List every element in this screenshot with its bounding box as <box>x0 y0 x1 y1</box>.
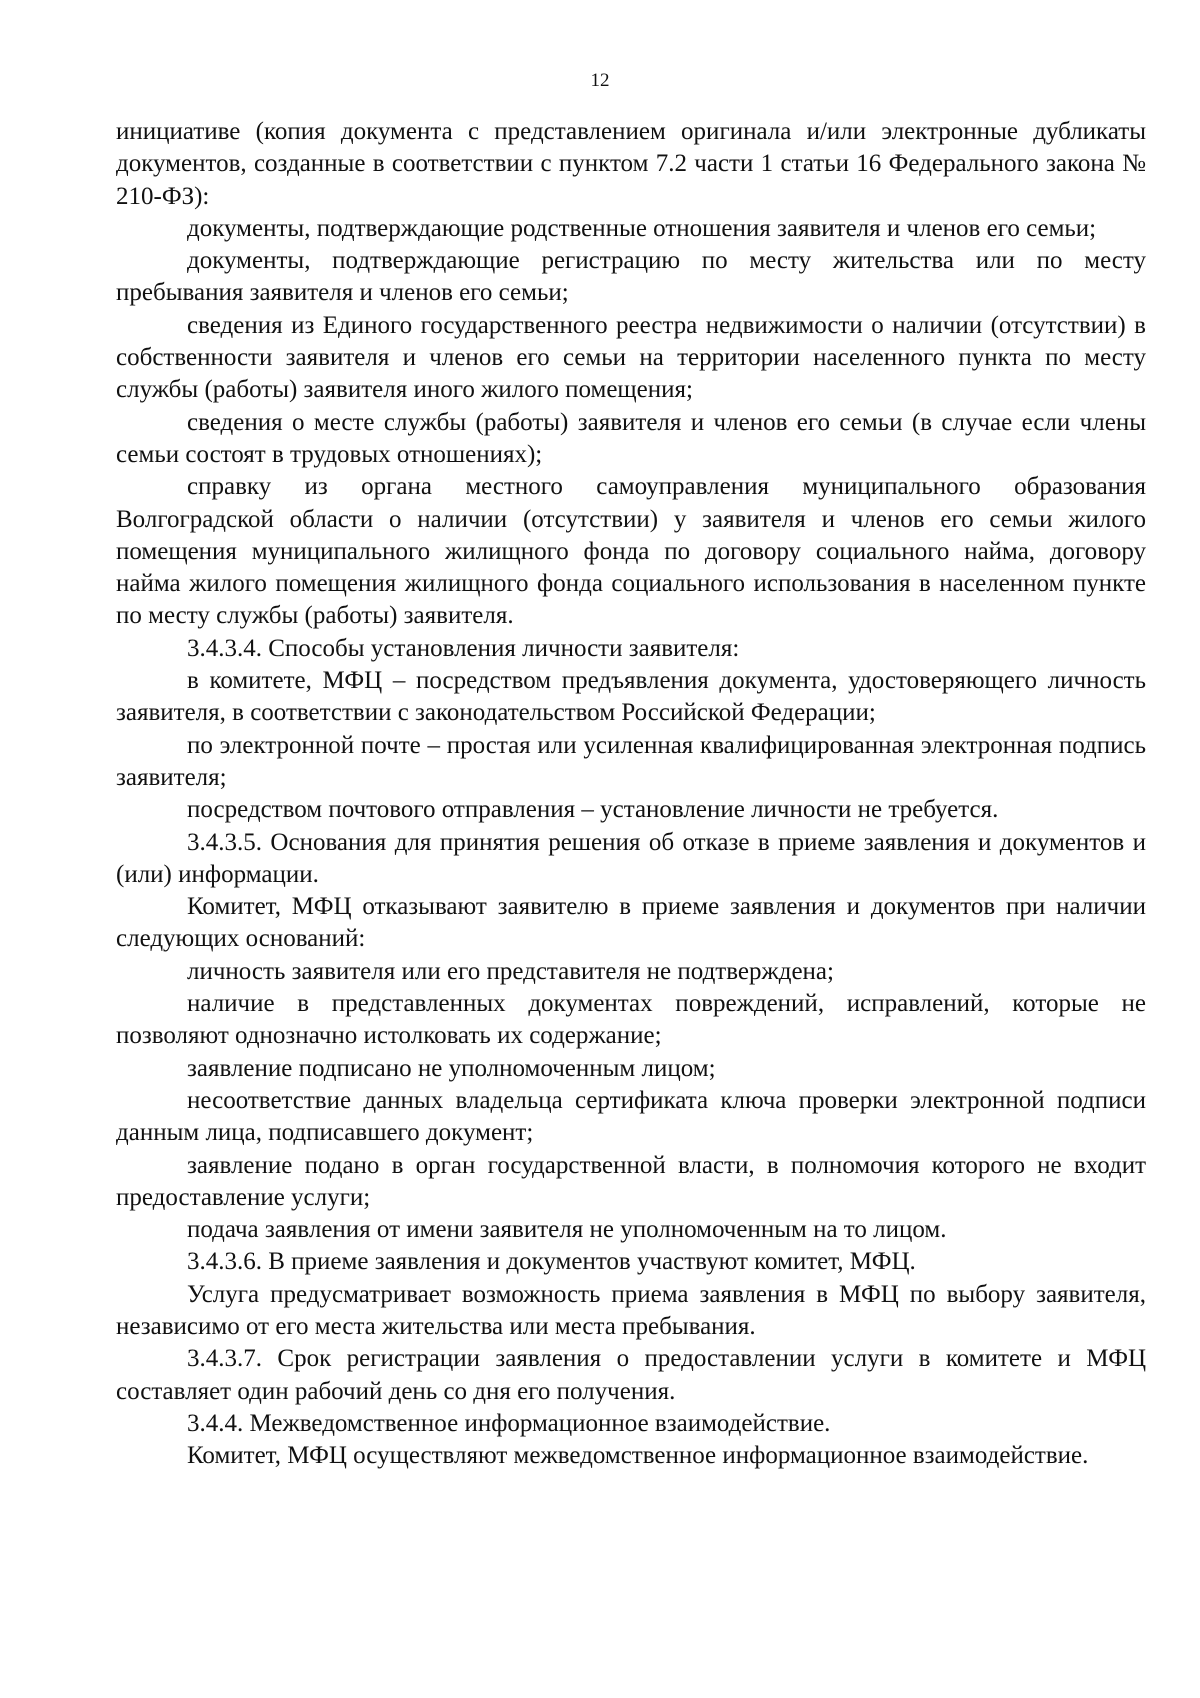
paragraph: несоответствие данных владельца сертификата ключа проверки электронной подписи данным лица, подписавшего документ; <box>116 1086 1146 1147</box>
paragraph: Комитет, МФЦ отказывают заявителю в приеме заявления и документов при наличии следующих оснований: <box>116 893 1146 953</box>
paragraph: посредством почтового отправления – установление личности не требуется. <box>187 796 999 824</box>
paragraph: инициативе (копия документа с представлением оригинала и/или электронные дубликаты документов, созданные в соответствии с пунктом 7.2 части 1 статьи 16 Федерального закона № 210-ФЗ): <box>116 118 1146 210</box>
paragraph: личность заявителя или его представителя не подтверждена; <box>187 957 834 985</box>
section-heading: 3.4.3.6. В приеме заявления и документов участвуют комитет, МФЦ. <box>187 1248 916 1276</box>
paragraph: документы, подтверждающие регистрацию по месту жительства или по месту пребывания заявителя и членов его семьи; <box>116 247 1146 307</box>
paragraph: сведения из Единого государственного реестра недвижимости о наличии (отсутствии) в собственности заявителя и членов его семьи на территории населенного пункта по месту службы (работы) заявителя иного жилого помещения; <box>116 311 1146 404</box>
paragraph: сведения о месте службы (работы) заявителя и членов его семьи (в случае если члены семьи состоят в трудовых отношениях); <box>116 408 1146 468</box>
paragraph: справку из органа местного самоуправления муниципального образования Волгоградской области о наличии (отсутствии) у заявителя и членов его семьи жилого помещения муниципального жилищного фонда по договору социального найма, договору найма жилого помещения жилищного фонда социального использования в населенном пункте по месту службы (работы) заявителя. <box>116 473 1146 630</box>
section-heading: 3.4.3.7. Срок регистрации заявления о предоставлении услуги в комитете и МФЦ составляет один рабочий день со дня его получения. <box>116 1345 1146 1405</box>
paragraph: заявление подписано не уполномоченным лицом; <box>187 1054 716 1082</box>
section-heading: 3.4.3.5. Основания для принятия решения об отказе в приеме заявления и документов и (или) информации. <box>116 828 1146 888</box>
paragraph: в комитете, МФЦ – посредством предъявления документа, удостоверяющего личность заявителя, в соответствии с законодательством Российской Федерации; <box>116 667 1146 727</box>
paragraph: наличие в представленных документах повреждений, исправлений, которые не позволяют однозначно истолковать их содержание; <box>116 990 1146 1050</box>
document-body <box>116 116 1146 1472</box>
section-heading: 3.4.4. Межведомственное информационное взаимодействие. <box>187 1409 831 1437</box>
paragraph: документы, подтверждающие родственные отношения заявителя и членов его семьи; <box>187 214 1097 242</box>
page-number: 12 <box>590 70 610 91</box>
paragraph: по электронной почте – простая или усиленная квалифицированная электронная подпись заявителя; <box>116 731 1146 791</box>
paragraph: Комитет, МФЦ осуществляют межведомственное информационное взаимодействие. <box>187 1442 1089 1470</box>
paragraph: заявление подано в орган государственной власти, в полномочия которого не входит предоставление услуги; <box>116 1151 1146 1211</box>
section-heading: 3.4.3.4. Способы установления личности заявителя: <box>187 634 740 662</box>
paragraph: подача заявления от имени заявителя не уполномоченным на то лицом. <box>187 1216 947 1244</box>
paragraph: Услуга предусматривает возможность приема заявления в МФЦ по выбору заявителя, независимо от его места жительства или места пребывания. <box>116 1280 1146 1340</box>
